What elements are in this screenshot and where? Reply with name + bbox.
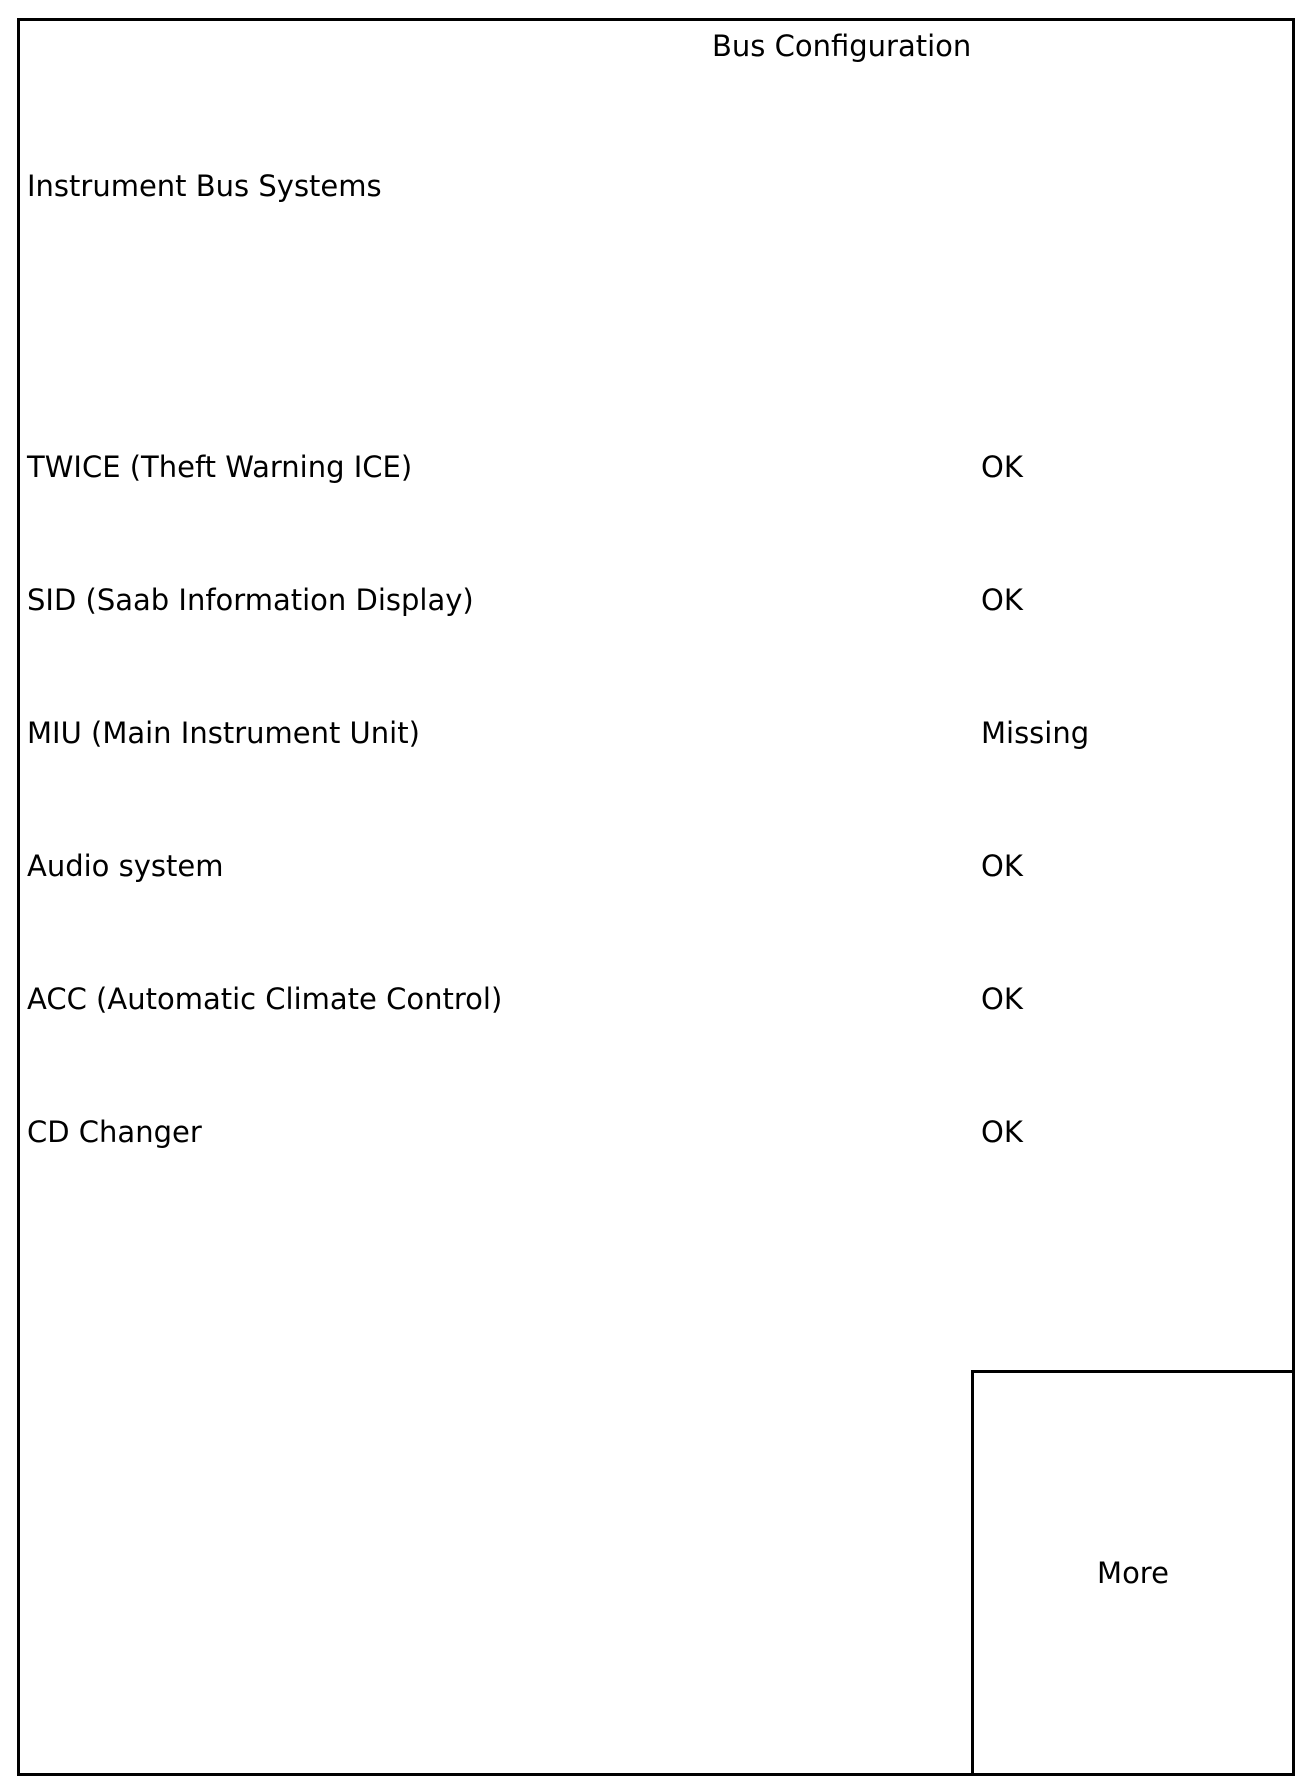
system-status: OK: [981, 583, 1023, 617]
system-name: TWICE (Theft Warning ICE): [27, 450, 413, 484]
list-item: [27, 715, 1227, 755]
system-name: SID (Saab Information Display): [27, 583, 474, 617]
list-item: [27, 981, 1227, 1021]
system-name: MIU (Main Instrument Unit): [27, 716, 420, 750]
list-item: [27, 582, 1227, 622]
system-status: Missing: [981, 716, 1090, 750]
system-status: OK: [981, 450, 1023, 484]
system-status: OK: [981, 849, 1023, 883]
system-name: CD Changer: [27, 1115, 202, 1149]
more-button[interactable]: More: [971, 1370, 1295, 1776]
system-status: OK: [981, 982, 1023, 1016]
list-item: [27, 449, 1227, 489]
page-title: Bus Configuration: [712, 29, 972, 63]
list-item: [27, 848, 1227, 888]
system-name: ACC (Automatic Climate Control): [27, 982, 503, 1016]
list-item: [27, 1114, 1227, 1154]
system-name: Audio system: [27, 849, 224, 883]
system-status: OK: [981, 1115, 1023, 1149]
section-heading: Instrument Bus Systems: [27, 169, 382, 203]
